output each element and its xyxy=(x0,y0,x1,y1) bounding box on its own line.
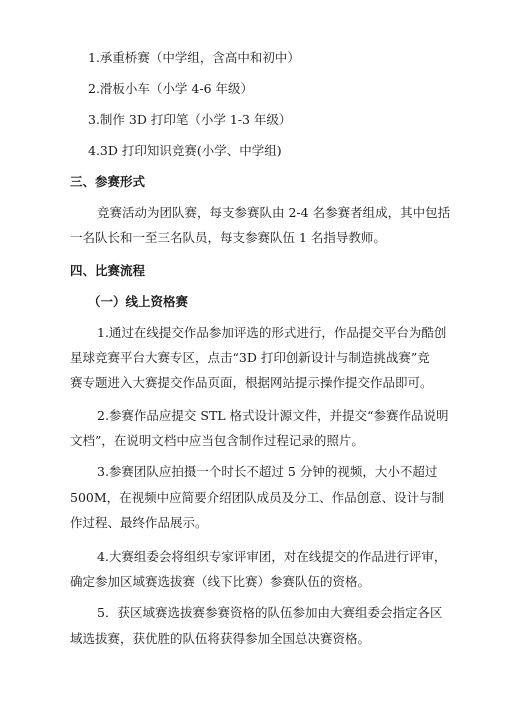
paragraph-line: 竞赛活动为团队赛，每支参赛队由 2-4 名参赛者组成，其中包括 xyxy=(97,205,451,220)
list-item: 3.制作 3D 打印笔（小学 1-3 年级） xyxy=(88,112,292,127)
paragraph-line: 5．获区域赛选拔赛参赛资格的队伍参加由大赛组委会指定各区 xyxy=(97,605,443,620)
paragraph-line: 1.通过在线提交作品参加评选的形式进行，作品提交平台为酷创 xyxy=(97,325,447,340)
paragraph-line: 确定参加区域赛选拔赛（线下比赛）参赛队伍的资格。 xyxy=(70,574,371,589)
paragraph-line: 域选拔赛，获优胜的队伍将获得参加全国总决赛资格。 xyxy=(70,631,371,646)
paragraph-line: 星球竞赛平台大赛专区，点击“3D 打印创新设计与制造挑战赛”竞 xyxy=(70,350,430,365)
paragraph-line: 一名队长和一至三名队员，每支参赛队伍 1 名指导教师。 xyxy=(70,230,386,245)
list-item: 1.承重桥赛（中学组，含高中和初中） xyxy=(88,50,300,65)
paragraph-line: 文档”，在说明文档中应当包含制作过程记录的照片。 xyxy=(70,433,364,448)
paragraph-line: 赛专题进入大赛提交作品页面，根据网站提示操作提交作品即可。 xyxy=(70,375,433,390)
section-heading: 四、比赛流程 xyxy=(70,263,146,278)
section-heading: 三、参赛形式 xyxy=(70,174,146,189)
list-item: 4.3D 打印知识竞赛(小学、中学组) xyxy=(88,143,282,158)
paragraph-line: 500M，在视频中应简要介绍团队成员及分工、作品创意、设计与制 xyxy=(70,490,445,505)
paragraph-line: 作过程、最终作品展示。 xyxy=(70,515,208,530)
paragraph-line: 2.参赛作品应提交 STL 格式设计源文件，并提交“参赛作品说明 xyxy=(97,408,449,423)
paragraph-line: 3.参赛团队应拍摄一个时长不超过 5 分钟的视频，大小不超过 xyxy=(97,464,438,479)
subsection-heading: （一）线上资格赛 xyxy=(88,294,189,309)
list-item: 2.滑板小车（小学 4-6 年级） xyxy=(88,81,254,96)
paragraph-line: 4.大赛组委会将组织专家评审团，对在线提交的作品进行评审， xyxy=(97,549,447,564)
